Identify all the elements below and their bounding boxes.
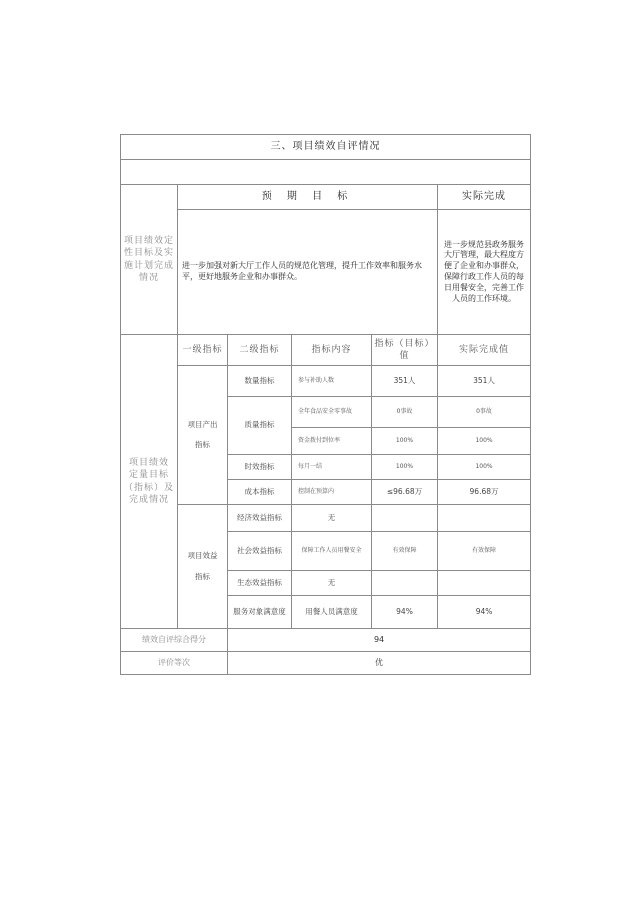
row-content: 无: [292, 505, 372, 532]
row-level2: 质量指标: [228, 397, 292, 455]
row-actual: 有效保障: [438, 532, 531, 571]
header-actual: 实际完成值: [438, 335, 531, 366]
row-level2: 数量指标: [228, 366, 292, 397]
row-target: 有效保障: [372, 532, 438, 571]
row-level2: 生态效益指标: [228, 571, 292, 596]
header-content: 指标内容: [292, 335, 372, 366]
row-content: 控制在预算内: [292, 480, 372, 505]
qualitative-side-label: 项目绩效定性目标及实施计划完成情况: [121, 185, 178, 335]
actual-header: 实际完成: [438, 185, 531, 210]
row-level2: 服务对象满意度: [228, 596, 292, 629]
group-benefit: 项目效益 指标: [178, 505, 228, 629]
row-target: 351人: [372, 366, 438, 397]
score-label: 绩效自评综合得分: [121, 629, 228, 652]
score-value: 94: [228, 629, 531, 652]
header-level2: 二级指标: [228, 335, 292, 366]
row-target: 100%: [372, 428, 438, 455]
blank-row: [121, 160, 531, 185]
row-content: 保障工作人员用餐安全: [292, 532, 372, 571]
row-actual: 94%: [438, 596, 531, 629]
row-actual: 100%: [438, 428, 531, 455]
row-target: 100%: [372, 455, 438, 480]
row-content: 用餐人员满意度: [292, 596, 372, 629]
row-content: 参与补助人数: [292, 366, 372, 397]
row-content: 无: [292, 571, 372, 596]
row-actual: 96.68万: [438, 480, 531, 505]
header-level1: 一级指标: [178, 335, 228, 366]
row-target: 0事故: [372, 397, 438, 428]
header-target: 指标（目标）值: [372, 335, 438, 366]
grade-label: 评价等次: [121, 652, 228, 675]
row-actual: 351人: [438, 366, 531, 397]
row-content: 每月一结: [292, 455, 372, 480]
row-target: [372, 505, 438, 532]
row-level2: 时效指标: [228, 455, 292, 480]
row-level2: 经济效益指标: [228, 505, 292, 532]
row-level2: 社会效益指标: [228, 532, 292, 571]
row-target: 94%: [372, 596, 438, 629]
goal-text: 进一步加强对新大厅工作人员的规范化管理，提升工作效率和服务水平，更好地服务企业和办事群众。: [178, 210, 438, 335]
quantitative-side-label: 项目绩效 定量目标 （指标）及 完成情况: [121, 335, 178, 629]
row-actual: 0事故: [438, 397, 531, 428]
row-target: [372, 571, 438, 596]
row-actual: [438, 571, 531, 596]
row-actual: [438, 505, 531, 532]
row-content: 资金拨付到位率: [292, 428, 372, 455]
row-content: 全年食品安全零事故: [292, 397, 372, 428]
row-level2: 成本指标: [228, 480, 292, 505]
grade-value: 优: [228, 652, 531, 675]
group-output: 项目产出 指标: [178, 366, 228, 505]
row-actual: 100%: [438, 455, 531, 480]
row-target: ≤96.68万: [372, 480, 438, 505]
actual-text: 进一步规范县政务服务大厅管理，最大程度方便了企业和办事群众，保障行政工作人员的每日用餐安全，完善工作人员的工作环境。: [438, 210, 531, 335]
performance-table: [120, 134, 531, 675]
goal-header: 预 期 目 标: [178, 185, 438, 210]
section-title: 三、项目绩效自评情况: [121, 135, 531, 160]
